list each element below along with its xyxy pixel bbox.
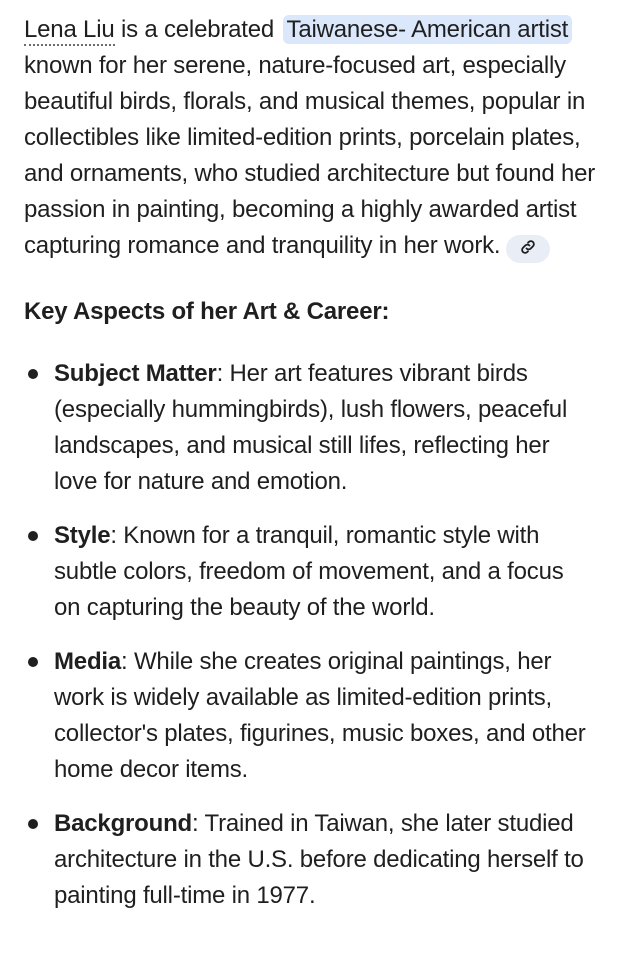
link-icon [519, 231, 537, 267]
aspect-text: : Trained in Taiwan, she later studied architecture in the U.S. before dedicating herself to painting full-time in 1977. [54, 810, 584, 909]
source-link-button[interactable] [506, 235, 550, 263]
list-item [24, 806, 594, 914]
aspect-label: Background [54, 810, 193, 837]
intro-text-part2: known for her serene, nature-focused art, especially beautiful birds, florals, and musical themes, popular in collectibles like limited-edition prints, porcelain plates, and ornaments, who studied architecture but found her passion in painting, becoming a highly awarded artist capturing romance and tranquility in her work. [24, 52, 596, 259]
list-item [24, 356, 594, 500]
bullet-icon [28, 657, 38, 667]
bullet-icon [28, 369, 38, 379]
aspect-text: : While she creates original paintings, her work is widely available as limited-edition prints, collector's plates, figurines, music boxes, and other home decor items. [54, 648, 586, 783]
aspects-list [24, 356, 600, 914]
intro-text-part1: is a celebrated [114, 16, 281, 43]
entity-link-lena-liu[interactable]: Lena Liu [24, 16, 115, 46]
section-heading: Key Aspects of her Art & Career: [24, 298, 390, 325]
aspect-text: : Known for a tranquil, romantic style with subtle colors, freedom of movement, and a focus on capturing the beauty of the world. [54, 522, 564, 621]
bullet-icon [28, 819, 38, 829]
aspect-text: : Her art features vibrant birds (especially hummingbirds), lush flowers, peaceful landscapes, and musical still lifes, reflecting her love for nature and emotion. [54, 360, 568, 495]
highlighted-phrase[interactable]: Taiwanese- American artist [283, 15, 573, 44]
intro-paragraph [24, 12, 600, 264]
list-item [24, 644, 594, 788]
aspect-label: Style [54, 522, 111, 549]
bullet-icon [28, 531, 38, 541]
aspect-label: Subject Matter [54, 360, 217, 387]
list-item [24, 518, 594, 626]
aspect-label: Media [54, 648, 122, 675]
